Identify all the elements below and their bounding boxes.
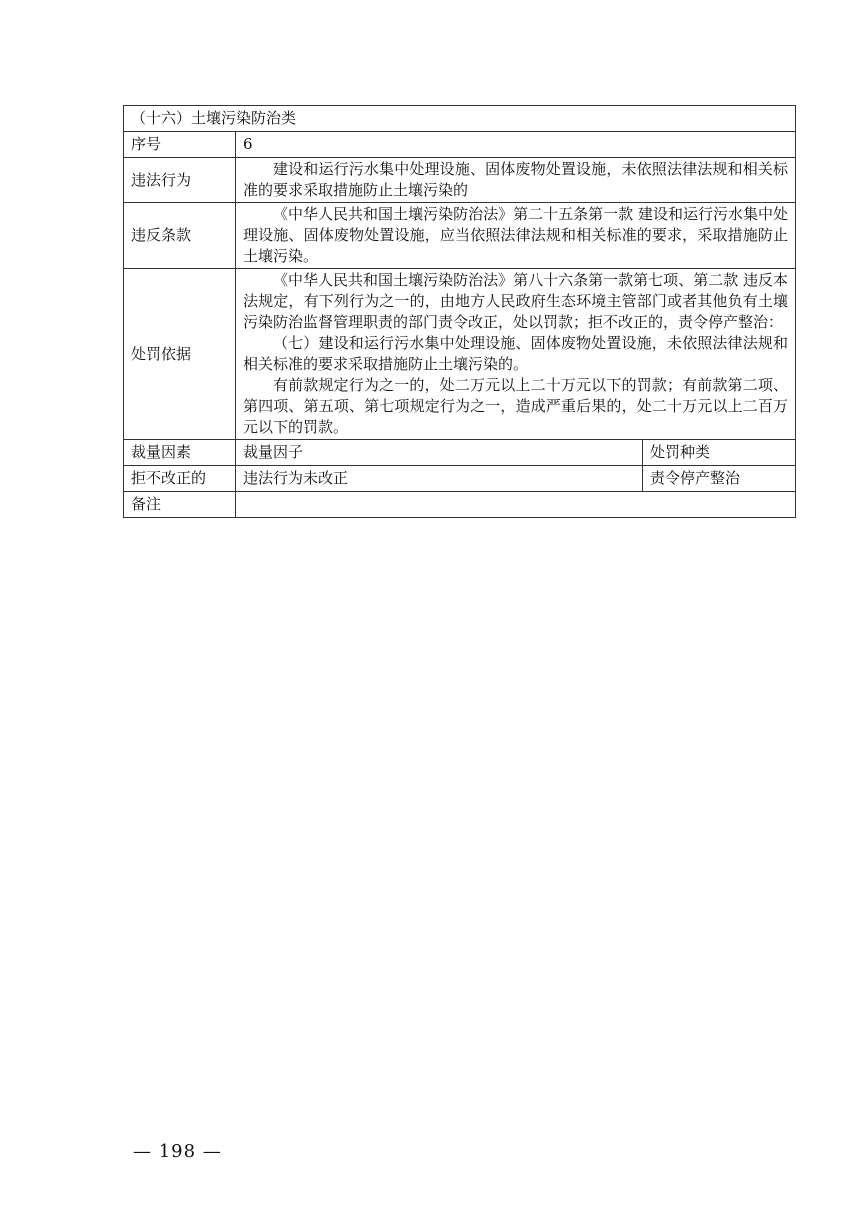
discretion-label: 裁量因素 — [124, 440, 236, 466]
section-title: （十六）土壤污染防治类 — [124, 106, 796, 132]
remarks-value — [236, 492, 796, 518]
penalty-discretion-table — [123, 105, 796, 518]
violated-clause-row — [124, 203, 796, 269]
violated-clause-label: 违反条款 — [124, 203, 236, 269]
penalty-basis-paragraph: 《中华人民共和国土壤污染防治法》第八十六条第一款第七项、第二款 违反本法规定，有下列行为之一的，由地方人民政府生态环境主管部门或者其他负有土壤污染防治监督管理职责的部门责令改正，处以罚款；拒不改正的，责令停产整治： — [243, 271, 789, 331]
remarks-row — [124, 492, 796, 518]
page-number: — 198 — — [133, 1141, 222, 1162]
discretion-type-header: 处罚种类 — [643, 440, 796, 466]
refusal-factor: 违法行为未改正 — [236, 466, 643, 492]
violation-row — [124, 158, 796, 203]
violation-label: 违法行为 — [124, 158, 236, 203]
discretion-header-row — [124, 440, 796, 466]
serial-value: 6 — [236, 132, 796, 158]
penalty-basis-paragraph: （七）建设和运行污水集中处理设施、固体废物处置设施，未依照法律法规和相关标准的要求采取措施防止土壤污染的。 — [243, 334, 789, 373]
discretion-factor-header: 裁量因子 — [236, 440, 643, 466]
refusal-row — [124, 466, 796, 492]
serial-label: 序号 — [124, 132, 236, 158]
refusal-penalty-type: 责令停产整治 — [643, 466, 796, 492]
section-title-row — [124, 106, 796, 132]
refusal-label: 拒不改正的 — [124, 466, 236, 492]
violated-clause-text: 《中华人民共和国土壤污染防治法》第二十五条第一款 建设和运行污水集中处理设施、固体废物处置设施，应当依照法律法规和相关标准的要求，采取措施防止土壤污染。 — [243, 205, 789, 265]
penalty-basis-label: 处罚依据 — [124, 269, 236, 440]
penalty-basis-row — [124, 269, 796, 440]
remarks-label: 备注 — [124, 492, 236, 518]
violation-text: 建设和运行污水集中处理设施、固体废物处置设施，未依照法律法规和相关标准的要求采取措施防止土壤污染的 — [243, 160, 789, 199]
penalty-basis-paragraph: 有前款规定行为之一的，处二万元以上二十万元以下的罚款；有前款第二项、第四项、第五项、第七项规定行为之一，造成严重后果的，处二十万元以上二百万元以下的罚款。 — [243, 376, 789, 436]
serial-row — [124, 132, 796, 158]
